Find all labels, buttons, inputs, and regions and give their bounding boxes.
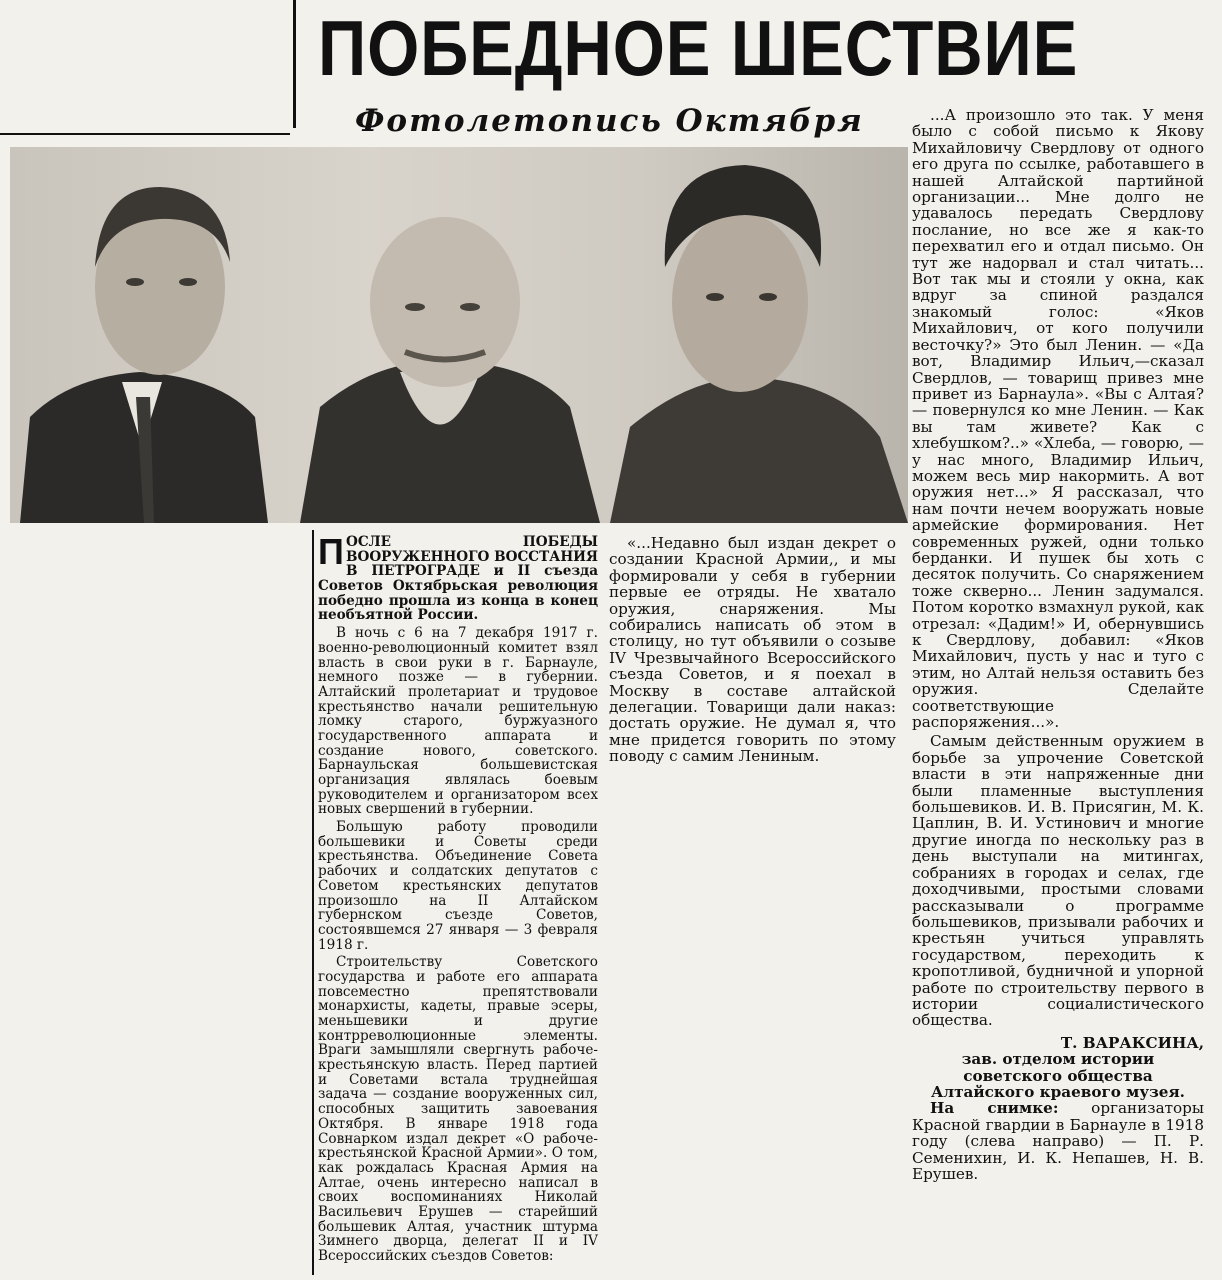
column-rule-text-left: [312, 530, 314, 1275]
caption-text: организаторы Красной гвардии в Барнауле в 1918 году (слева направо) — П. Р. Семенихин, И. К. Непашев, Н. В. Ерушев.: [912, 1099, 1204, 1183]
article-column-3: [912, 107, 1204, 1185]
drop-cap: П: [318, 531, 344, 572]
paragraph-6: Самым действенным оружием в борьбе за упрочение Советской власти в эти напряженные дни были пламенные выступления большевиков. И. В. Присягин, М. К. Цаплин, В. И. Устинович и многие другие иногда по нескольку раз в день выступали на митингах, собраниях в городах и селах, где доходчивыми, простыми словами рассказывали о программе большевиков, призывали рабочих и крестьян учиться управлять государством, переходить к кропотливой, будничной и упорной работе по строительству первого в истории социалистического общества.: [912, 732, 1204, 1030]
article-column-1: [318, 531, 598, 1267]
headline: ПОБЕДНОЕ ШЕСТВИЕ: [318, 4, 1079, 92]
paragraph-1: В ночь с 6 на 7 декабря 1917 г. военно-революционный комитет взял власть в свои руки в г. Барнауле, немного позже — в губернии. Алтайский пролетариат и трудовое крестьянство начали решительную ломку старого, буржуазного государственного аппарата и создание нового, советского. Барнаульская большевистская организация являлась боевым руководителем и организатором всех новых свершений в губернии.: [318, 625, 598, 818]
article-column-2: [609, 535, 896, 768]
subheadline: Фотолетопись Октября: [355, 103, 864, 139]
photo-illustration: [10, 147, 908, 523]
frame-rule-photo-top: [0, 133, 290, 135]
lead-paragraph: [318, 531, 598, 624]
person-left: [20, 187, 268, 523]
paragraph-3: Строительству Советского государства и работе его аппарата повсеместно препятствовали монархисты, кадеты, правые эсеры, меньшевики и другие контрреволюционные элементы. Враги замышляли свергнуть рабоче-крестьянскую власть. Перед партией и Советами встала труднейшая задача — создание вооруженных сил, способных защитить завоевания Октября. В январе 1918 года Совнарком издал декрет «О рабоче-крестьянской Красной Армии». О том, как рождалась Красная Армия на Алтае, очень интересно написал в своих воспоминаниях Николай Васильевич Ерушев — старейший большевик Алтая, участник штурма Зимнего дворца, делегат II и IV Всероссийских съездов Советов:: [318, 954, 598, 1264]
author-title: зав. отделом истории советского общества Алтайского краевого музея.: [931, 1050, 1185, 1101]
lead-text: ОСЛЕ ПОБЕДЫ ВООРУЖЕННОГО ВОССТАНИЯ В ПЕТРОГРАДЕ и II съезда Советов Октябрьская революция победно прошла из конца в конец необъятной России.: [318, 534, 598, 624]
paragraph-4: «...Недавно был издан декрет о создании Красной Армии,, и мы формировали у себя в губернии первые ее отряды. Не хватало оружия, снаряжения. Мы собирались написать об этом в столицу, но тут объявили о созыве IV Чрезвычайного Всероссийского съезда Советов, и я поехал в Москву в составе алтайской делегации. Товарищи дали наказ: достать оружие. Не думал я, что мне придется говорить по этому поводу с самим Лениным.: [609, 534, 896, 766]
paragraph-2: Большую работу проводили большевики и Советы среди крестьянства. Объединение Совета рабочих и солдатских депутатов с Советом крестьянских депутатов произошло на II Алтайском губернском съезде Советов, состоявшемся 27 января — 3 февраля 1918 г.: [318, 819, 598, 953]
author-name: Т. ВАРАКСИНА,: [1060, 1033, 1204, 1052]
caption-label: На снимке:: [930, 1099, 1059, 1118]
person-center: [300, 217, 600, 523]
paragraph-5: ...А произошло это так. У меня было с собой письмо к Якову Михайловичу Свердлову от одного его друга по ссылке, работавшего в нашей Алтайской партийной организации... Мне долго не удавалось передать Свердлову послание, но все же я как-то перехватил его и отдал письмо. Он тут же надорвал и стал читать... Вот так мы и стояли у окна, как вдруг за спиной раздался знакомый голос: «Яков Михайлович, от кого получили весточку?» Это был Ленин. — «Да вот, Владимир Ильич,—сказал Свердлов, — товарищ привез мне привет из Барнаула». «Вы с Алтая? — повернулся ко мне Ленин. — Как вы там живете? Как с хлебушком?..» «Хлеба, — говорю, — у нас много, Владимир Ильич, можем весь мир накормить. А вот оружия нет...» Я рассказал, что нам почти нечем вооружать новые армейские формирования. Нет современных ружей, одни только берданки. И пушек бы хоть с десяток получить. Со снаряжением тоже скверно... Ленин задумался. Потом коротко взмахнул рукой, как отрезал: «Дадим!» И, обернувшись к Свердлову, добавил: «Яков Михайлович, пусть у нас и туго с этим, но Алтай нельзя оставить без оружия. Сделайте соответствующие распоряжения...».: [912, 106, 1204, 732]
photo-caption: [912, 1100, 1204, 1182]
person-right: [610, 165, 908, 523]
photo: [10, 147, 908, 523]
frame-rule-left: [293, 0, 296, 128]
